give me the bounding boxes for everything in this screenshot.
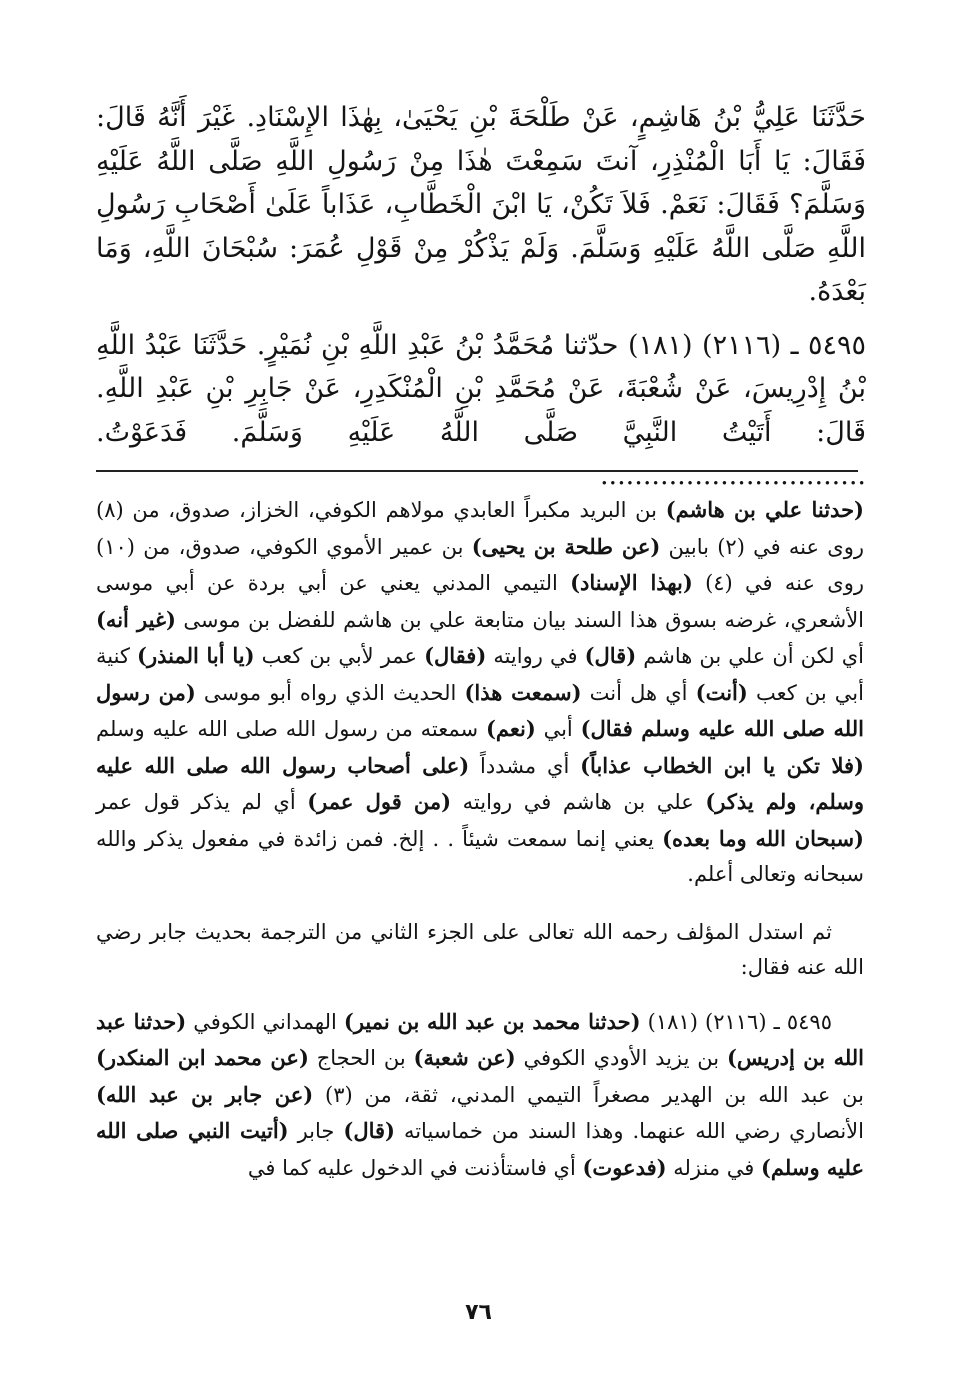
bold-citation: (عن محمد ابن المنكدر): [96, 1045, 309, 1070]
bold-citation: (فلا تكن يا ابن الخطاب عذاباً): [580, 752, 864, 778]
commentary-run: ٥٤٩٥ ـ (٢١١٦) (١٨١): [640, 1009, 832, 1034]
commentary-run: بن عمير الأموي الكوفي، صدوق، من (١٠) روى عنه في (٤): [96, 534, 864, 595]
bold-citation: (أتيت النبي صلى الله عليه وسلم): [96, 1118, 864, 1180]
commentary-run: جابر: [288, 1119, 344, 1143]
commentary-run: الحديث الذي رواه أبو موسى: [195, 680, 465, 705]
bold-citation: (فقال): [424, 643, 487, 668]
commentary-run: بن يزيد الأودي الكوفي: [515, 1046, 727, 1070]
commentary-run: علي بن هاشم في روايته: [451, 790, 706, 814]
commentary-run: في منزله: [666, 1155, 761, 1180]
bold-citation: (حدثنا علي بن هاشم): [665, 497, 864, 522]
bold-citation: (قال): [584, 643, 637, 668]
bold-citation: (قال): [343, 1118, 395, 1143]
bold-citation: (عن جابر بن عبد الله): [96, 1081, 314, 1107]
commentary: [96, 492, 864, 1186]
commentary-paragraph-1: [96, 492, 864, 893]
bold-citation: (عن طلحة بن يحيى): [471, 533, 661, 559]
bold-citation: (من قول عمر): [307, 789, 452, 814]
commentary-run: أبي: [535, 717, 581, 741]
commentary-run: أي لكن أن علي بن هاشم: [636, 644, 864, 668]
commentary-run: عمر لأبي بن كعب: [254, 644, 425, 668]
commentary-run: بن عبد الله بن الهدير مصغراً التيمي المدني، ثقة، من (٣): [313, 1082, 864, 1107]
bold-citation: (حدثنا محمد بن عبد الله بن نمير): [343, 1008, 641, 1034]
commentary-run: بن البريد مكبراً العابدي مولاهم الكوفي، الخزاز، صدوق، من (٨) روى عنه في (٢) بابين: [96, 498, 864, 559]
bold-citation: (حدثنا عبد الله بن إدريس): [96, 1008, 865, 1070]
commentary-run: يعني إنما سمعت شيئاً . . إلخ. فمن زائدة في مفعول يذكر والله سبحانه وتعالى أعلم.: [96, 826, 864, 886]
bold-citation: (سبحان الله وما بعده): [662, 825, 864, 851]
bold-citation: (يا أبا المنذر): [137, 643, 255, 668]
ellipsis-dots: ...............................: [599, 460, 866, 491]
commentary-run: أي فاستأذنت في الدخول عليه كما في: [247, 1155, 583, 1180]
bold-citation: (أنت): [695, 679, 748, 705]
commentary-run: كنية أبي بن كعب: [96, 644, 864, 705]
hadith-paragraph-2-text: ٥٤٩٥ ـ (٢١١٦) (١٨١) حدّثنا مُحَمَّدُ بْنُ عَبْدِ اللَّهِ بْنِ نُمَيْرٍ. حَدَّثَنَا عَبْدُ اللَّهِ بْنُ إِدْرِيسَ، عَنْ شُعْبَةَ، عَنْ مُحَمَّدِ بْنِ الْمُنْكَدِرِ، عَنْ جَابِرِ بْنِ عَبْدِ اللَّهِ. قَالَ: أَتَيْتُ النَّبِيَّ صَلَّى اللَّهُ عَلَيْهِ وَسَلَّمَ. فَدَعَوْتُ.: [96, 329, 866, 448]
bold-citation: (على أصحاب رسول الله صلى الله عليه وسلم، ولم يذكر): [96, 752, 865, 814]
commentary-run: الهمداني الكوفي: [186, 1009, 344, 1034]
page-number: ٧٦: [465, 1300, 492, 1325]
commentary-run: التيمي المدني يعني عن أبي بردة عن أبي موسى الأشعري، غرضه بسوق هذا السند بيان متابعة علي بن هاشم للفضل بن موسى: [96, 571, 865, 632]
footnote-divider: [96, 470, 858, 472]
bold-citation: (من رسول الله صلى الله عليه وسلم فقال): [96, 679, 864, 741]
commentary-paragraph-2: ثم استدل المؤلف رحمه الله تعالى على الجزء الثاني من الترجمة بحديث جابر رضي الله عنه فقال:: [96, 919, 864, 979]
bold-citation: (فدعوت): [582, 1154, 667, 1180]
hadith-text: [96, 96, 866, 508]
bold-citation: (بهذا الإسناد): [570, 570, 693, 595]
commentary-run: في روايته: [486, 644, 585, 668]
bold-citation: (غير أنه): [96, 606, 176, 632]
commentary-run: بن الحجاج: [308, 1046, 414, 1070]
commentary-run: الأنصاري رضي الله عنهما. وهذا السند من خماسياته: [394, 1119, 864, 1143]
commentary-paragraph-3: [96, 1004, 864, 1187]
hadith-paragraph-1: حَدَّثَنَا عَلِيُّ بْنُ هَاشِمٍ، عَنْ طَلْحَةَ بْنِ يَحْيَىٰ، بِهٰذَا الإِسْنَادِ. غَيْرَ أَنَّهُ قَالَ: فَقَالَ: يَا أَبَا الْمُنْذِرِ، آنتَ سَمِعْتَ هٰذَا مِنْ رَسُولِ اللَّهِ صَلَّى اللَّهُ عَلَيْهِ وَسَلَّمَ؟ فَقَالَ: نَعَمْ. فَلاَ تَكُنْ، يَا ابْنَ الْخَطَّابِ، عَذَاباً عَلَىٰ أَصْحَابِ رَسُولِ اللَّهِ صَلَّى اللَّهُ عَلَيْهِ وَسَلَّمَ. وَلَمْ يَذْكُرْ مِنْ قَوْلِ عُمَرَ: سُبْحَانَ اللَّهِ، وَمَا بَعْدَهُ.: [96, 102, 866, 307]
commentary-run: أي هل أنت: [581, 680, 696, 705]
commentary-run: أي مشدداً: [469, 753, 581, 778]
commentary-run: سمعته من رسول الله صلى الله عليه وسلم: [96, 717, 486, 741]
commentary-run: أي لم يذكر قول عمر: [96, 790, 308, 814]
bold-citation: (عن شعبة): [413, 1045, 516, 1070]
bold-citation: (سمعت هذا): [464, 679, 582, 705]
bold-citation: (نعم): [485, 716, 536, 741]
